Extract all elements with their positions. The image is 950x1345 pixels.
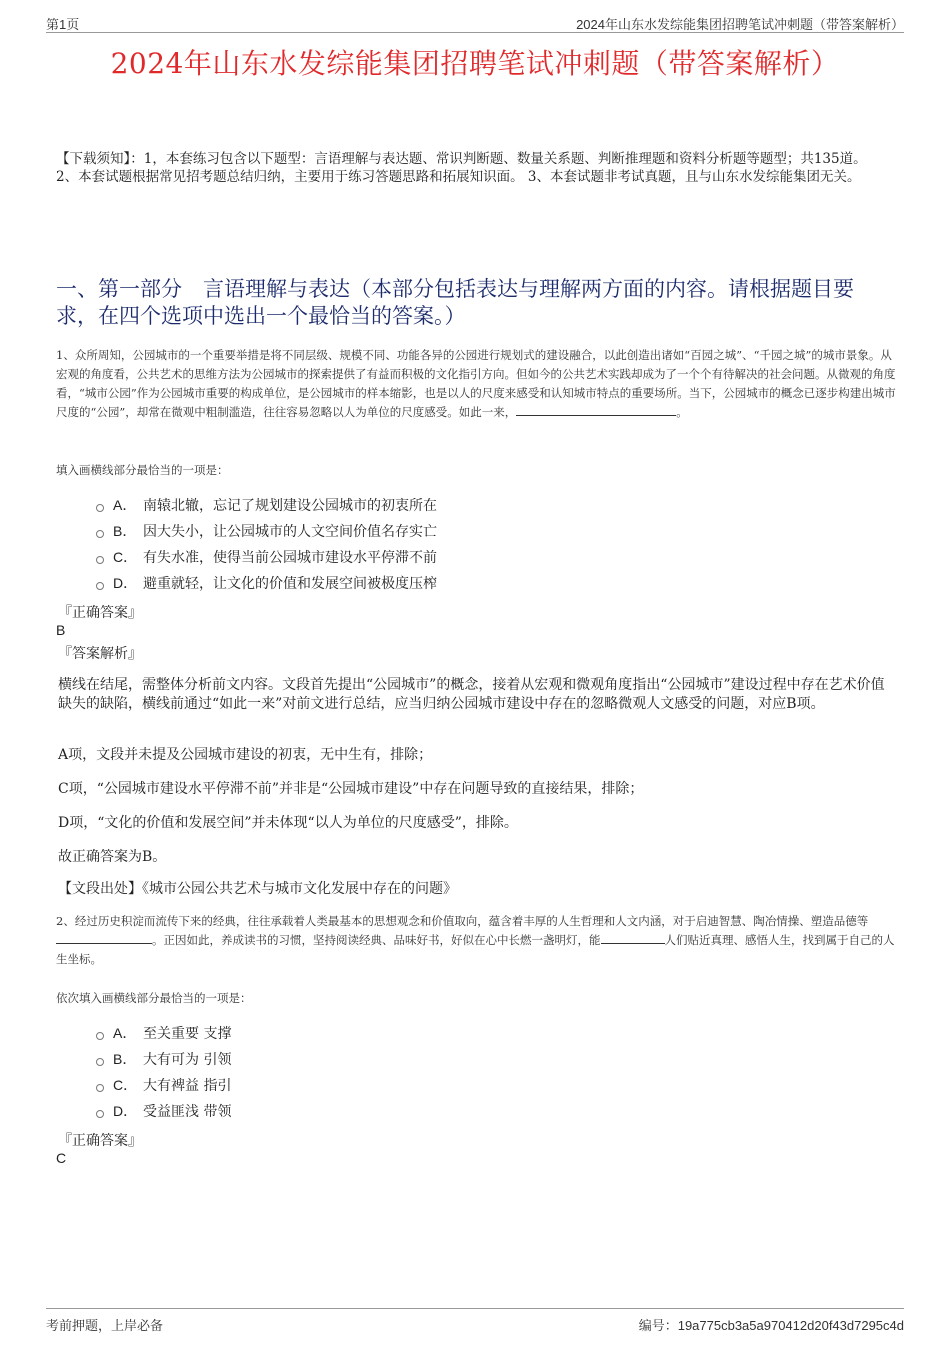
footer-slogan: 考前押题，上岸必备 [46, 1319, 164, 1334]
analysis-option-c: C项，“公园城市建设水平停滞不前”并非是“公园城市建设”中存在问题导致的直接结果，排除； [58, 781, 644, 797]
radio-icon[interactable] [96, 1110, 104, 1118]
option-letter: B． [113, 523, 137, 539]
answer-label: 『正确答案』 [58, 1133, 142, 1149]
header-doc-title: 2024年山东水发综能集团招聘笔试冲刺题（带答案解析） [576, 17, 904, 32]
option-b[interactable] [96, 518, 437, 544]
page-header [46, 12, 904, 33]
option-text: 受益匪浅 带领 [143, 1104, 232, 1120]
footer-code [639, 1315, 904, 1334]
analysis-option-d: D项，“文化的价值和发展空间”并未体现“以人为单位的尺度感受”，排除。 [58, 815, 518, 831]
radio-icon[interactable] [96, 1058, 104, 1066]
option-b[interactable] [96, 1046, 231, 1072]
option-letter: D． [113, 575, 138, 591]
option-letter: D． [113, 1103, 138, 1119]
question-2-text-3: 人们贴近真理、感悟人生，找到属于自己的人生坐标。 [56, 933, 895, 966]
radio-icon[interactable] [96, 556, 104, 564]
option-letter: B． [113, 1051, 137, 1067]
fill-blank [56, 931, 152, 944]
question-2-stem [56, 912, 896, 969]
option-letter: C． [113, 549, 138, 565]
answer-value: C [56, 1150, 67, 1166]
source-citation: 【文段出处】《城市公园公共艺术与城市文化发展中存在的问题》 [58, 881, 457, 897]
analysis-option-a: A项，文段并未提及公园城市建设的初衷，无中生有，排除； [58, 747, 433, 763]
option-a[interactable] [96, 492, 437, 518]
question-1-prompt: 填入画横线部分最恰当的一项是： [56, 463, 229, 477]
fill-blank [516, 403, 676, 416]
fill-blank [601, 931, 665, 944]
footer-code-label: 编号： [638, 1319, 678, 1334]
question-1-options [96, 492, 437, 596]
radio-icon[interactable] [96, 582, 104, 590]
option-d[interactable] [96, 1098, 231, 1124]
radio-icon[interactable] [96, 1032, 104, 1040]
question-2-options [96, 1020, 231, 1124]
analysis-paragraph: 横线在结尾，需整体分析前文内容。文段首先提出“公园城市”的概念，接着从宏观和微观角度指出“公园城市”建设过程中存在艺术价值缺失的缺陷，横线前通过“如此一来”对前文进行总结，应当归纳公园城市建设中存在的忽略微观人文感受的问题，对应B项。 [58, 677, 885, 712]
footer-code-value: 19a775cb3a5a970412d20f43d7295c4d [677, 1318, 904, 1333]
radio-icon[interactable] [96, 1084, 104, 1092]
question-1-stem [56, 346, 896, 422]
option-text: 至关重要 支撑 [143, 1026, 232, 1042]
download-notice: 【下载须知】：1，本套练习包含以下题型：言语理解与表达题、常识判断题、数量关系题、判断推理题和资料分析题等题型；共135道。 2、本套试题根据常见招考题总结归纳，主要用于练习答题思路和拓展知识面。 3、本套试题非考试真题，且与山东水发综能集团无关。 [56, 151, 867, 185]
option-letter: A． [113, 1025, 137, 1041]
document-title: 2024年山东水发综能集团招聘笔试冲刺题（带答案解析） [110, 47, 840, 80]
option-text: 大有裨益 指引 [143, 1078, 232, 1094]
analysis-conclusion: 故正确答案为B。 [58, 849, 167, 865]
option-d[interactable] [96, 570, 437, 596]
option-text: 因大失小，让公园城市的人文空间价值名存实亡 [143, 524, 437, 540]
question-2-prompt: 依次填入画横线部分最恰当的一项是： [56, 991, 252, 1005]
radio-icon[interactable] [96, 530, 104, 538]
radio-icon[interactable] [96, 504, 104, 512]
option-text: 大有可为 引领 [143, 1052, 232, 1068]
option-letter: C． [113, 1077, 138, 1093]
answer-label: 『正确答案』 [58, 605, 142, 621]
option-text: 避重就轻，让文化的价值和发展空间被极度压榨 [143, 576, 437, 592]
question-2-text-2: 。正因如此，养成读书的习惯，坚持阅读经典、品味好书，好似在心中长燃一盏明灯，能 [152, 933, 601, 947]
analysis-label: 『答案解析』 [58, 646, 142, 662]
page-footer [46, 1308, 904, 1334]
option-c[interactable] [96, 544, 437, 570]
option-text: 南辕北辙，忘记了规划建设公园城市的初衷所在 [143, 498, 437, 514]
page-number: 第1页 [46, 17, 80, 32]
question-1-text: 1、众所周知，公园城市的一个重要举措是将不同层级、规模不同、功能各异的公园进行规划式的建设融合，以此创造出诸如“百园之城”、“千园之城”的城市景象。从宏观的角度看，公共艺术的思维方法为公园城市的探索提供了有益而积极的文化指引方向。但如今的公共艺术实践却成为了一个个有待解决的社会问题。从微观的角度看，“城市公园”作为公园城市重要的构成单位，是公园城市的样本缩影，也是以人的尺度来感受和认知城市特点的重要场所。当下，公园城市的概念已逐步构建出城市尺度的“公园”，却常在微观中粗制滥造，往往容易忽略以人为单位的尺度感受。如此一来， [56, 348, 896, 419]
option-a[interactable] [96, 1020, 231, 1046]
option-text: 有失水准，使得当前公园城市建设水平停滞不前 [143, 550, 437, 566]
question-2-text-1: 2、经过历史积淀而流传下来的经典，往往承载着人类最基本的思想观念和价值取向，蕴含着丰厚的人生哲理和人文内涵，对于启迪智慧、陶冶情操、塑造品德等 [56, 914, 869, 928]
answer-value: B [56, 622, 66, 638]
option-c[interactable] [96, 1072, 231, 1098]
section-title: 一、第一部分 言语理解与表达（本部分包括表达与理解两方面的内容。请根据题目要求，在四个选项中选出一个最恰当的答案。） [56, 277, 854, 328]
question-1-end: 。 [676, 405, 688, 419]
option-letter: A． [113, 497, 137, 513]
